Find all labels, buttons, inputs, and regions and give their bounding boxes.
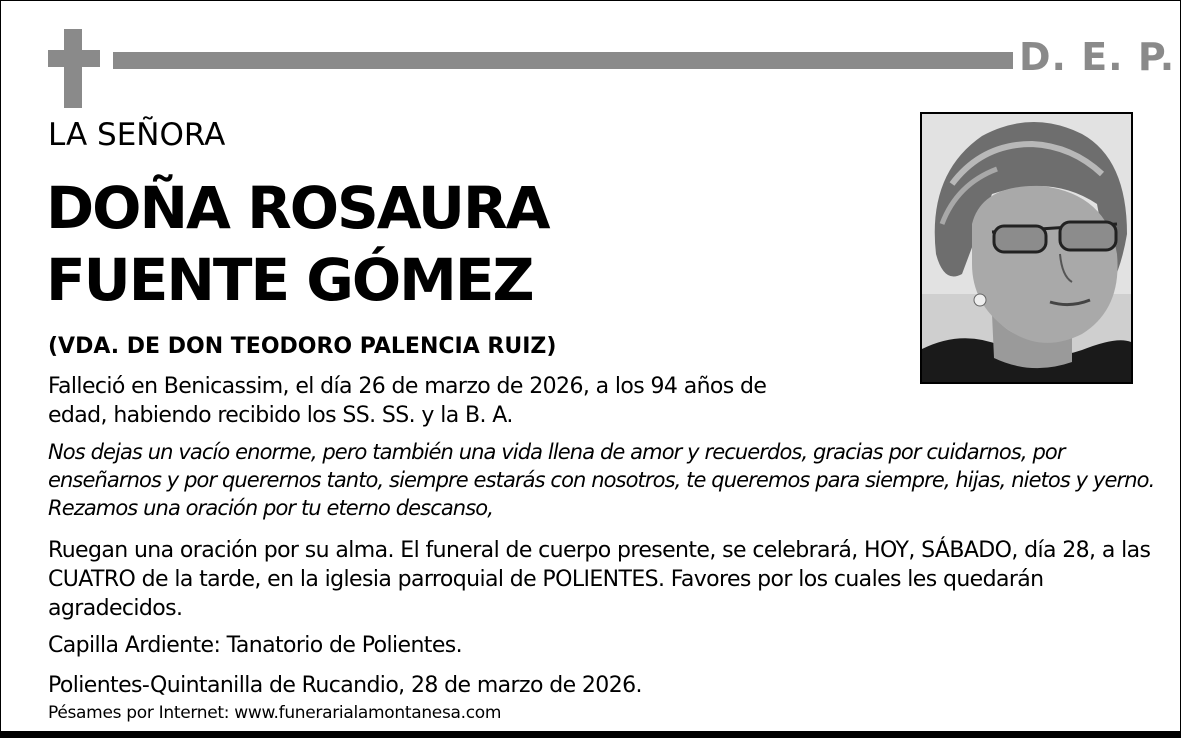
portrait-photo — [920, 112, 1133, 384]
family-message: Nos dejas un vacío enorme, pero también una vida llena de amor y recuerdos, gracias por cuidarnos, por enseñarnos y por querernos tanto, siempre estarás con nosotros, te queremos para siempre, hijas, nietos y yerno. Rezamos una oración por tu eterno descanso, — [48, 440, 1155, 520]
place-date: Polientes-Quintanilla de Rucandio, 28 de marzo de 2026. — [48, 673, 642, 698]
dep-label: D. E. P. — [1019, 35, 1176, 79]
condolences-link[interactable]: Pésames por Internet: www.funerarialamontanesa.com — [48, 703, 502, 723]
deceased-name — [46, 172, 549, 316]
bottom-rule — [0, 731, 1181, 738]
death-notice: Falleció en Benicassim, el día 26 de marzo de 2026, a los 94 años de edad, habiendo recibido los SS. SS. y la B. A. — [48, 374, 767, 428]
cross-icon — [48, 29, 100, 108]
honorific: LA SEÑORA — [48, 117, 226, 153]
widow-of: (VDA. DE DON TEODORO PALENCIA RUIZ) — [48, 334, 557, 359]
name-line-1: DOÑA ROSAURA — [46, 174, 549, 242]
name-line-2: FUENTE GÓMEZ — [46, 246, 533, 314]
funeral-notice: Ruegan una oración por su alma. El funeral de cuerpo presente, se celebrará, HOY, SÁBADO, día 28, a las CUATRO de la tarde, en la iglesia parroquial de POLIENTES. Favores por los cuales les quedarán agradecidos. — [48, 538, 1151, 621]
chapel-notice: Capilla Ardiente: Tanatorio de Polientes. — [48, 633, 463, 658]
header-rule — [113, 52, 1013, 69]
portrait-image — [922, 114, 1131, 382]
